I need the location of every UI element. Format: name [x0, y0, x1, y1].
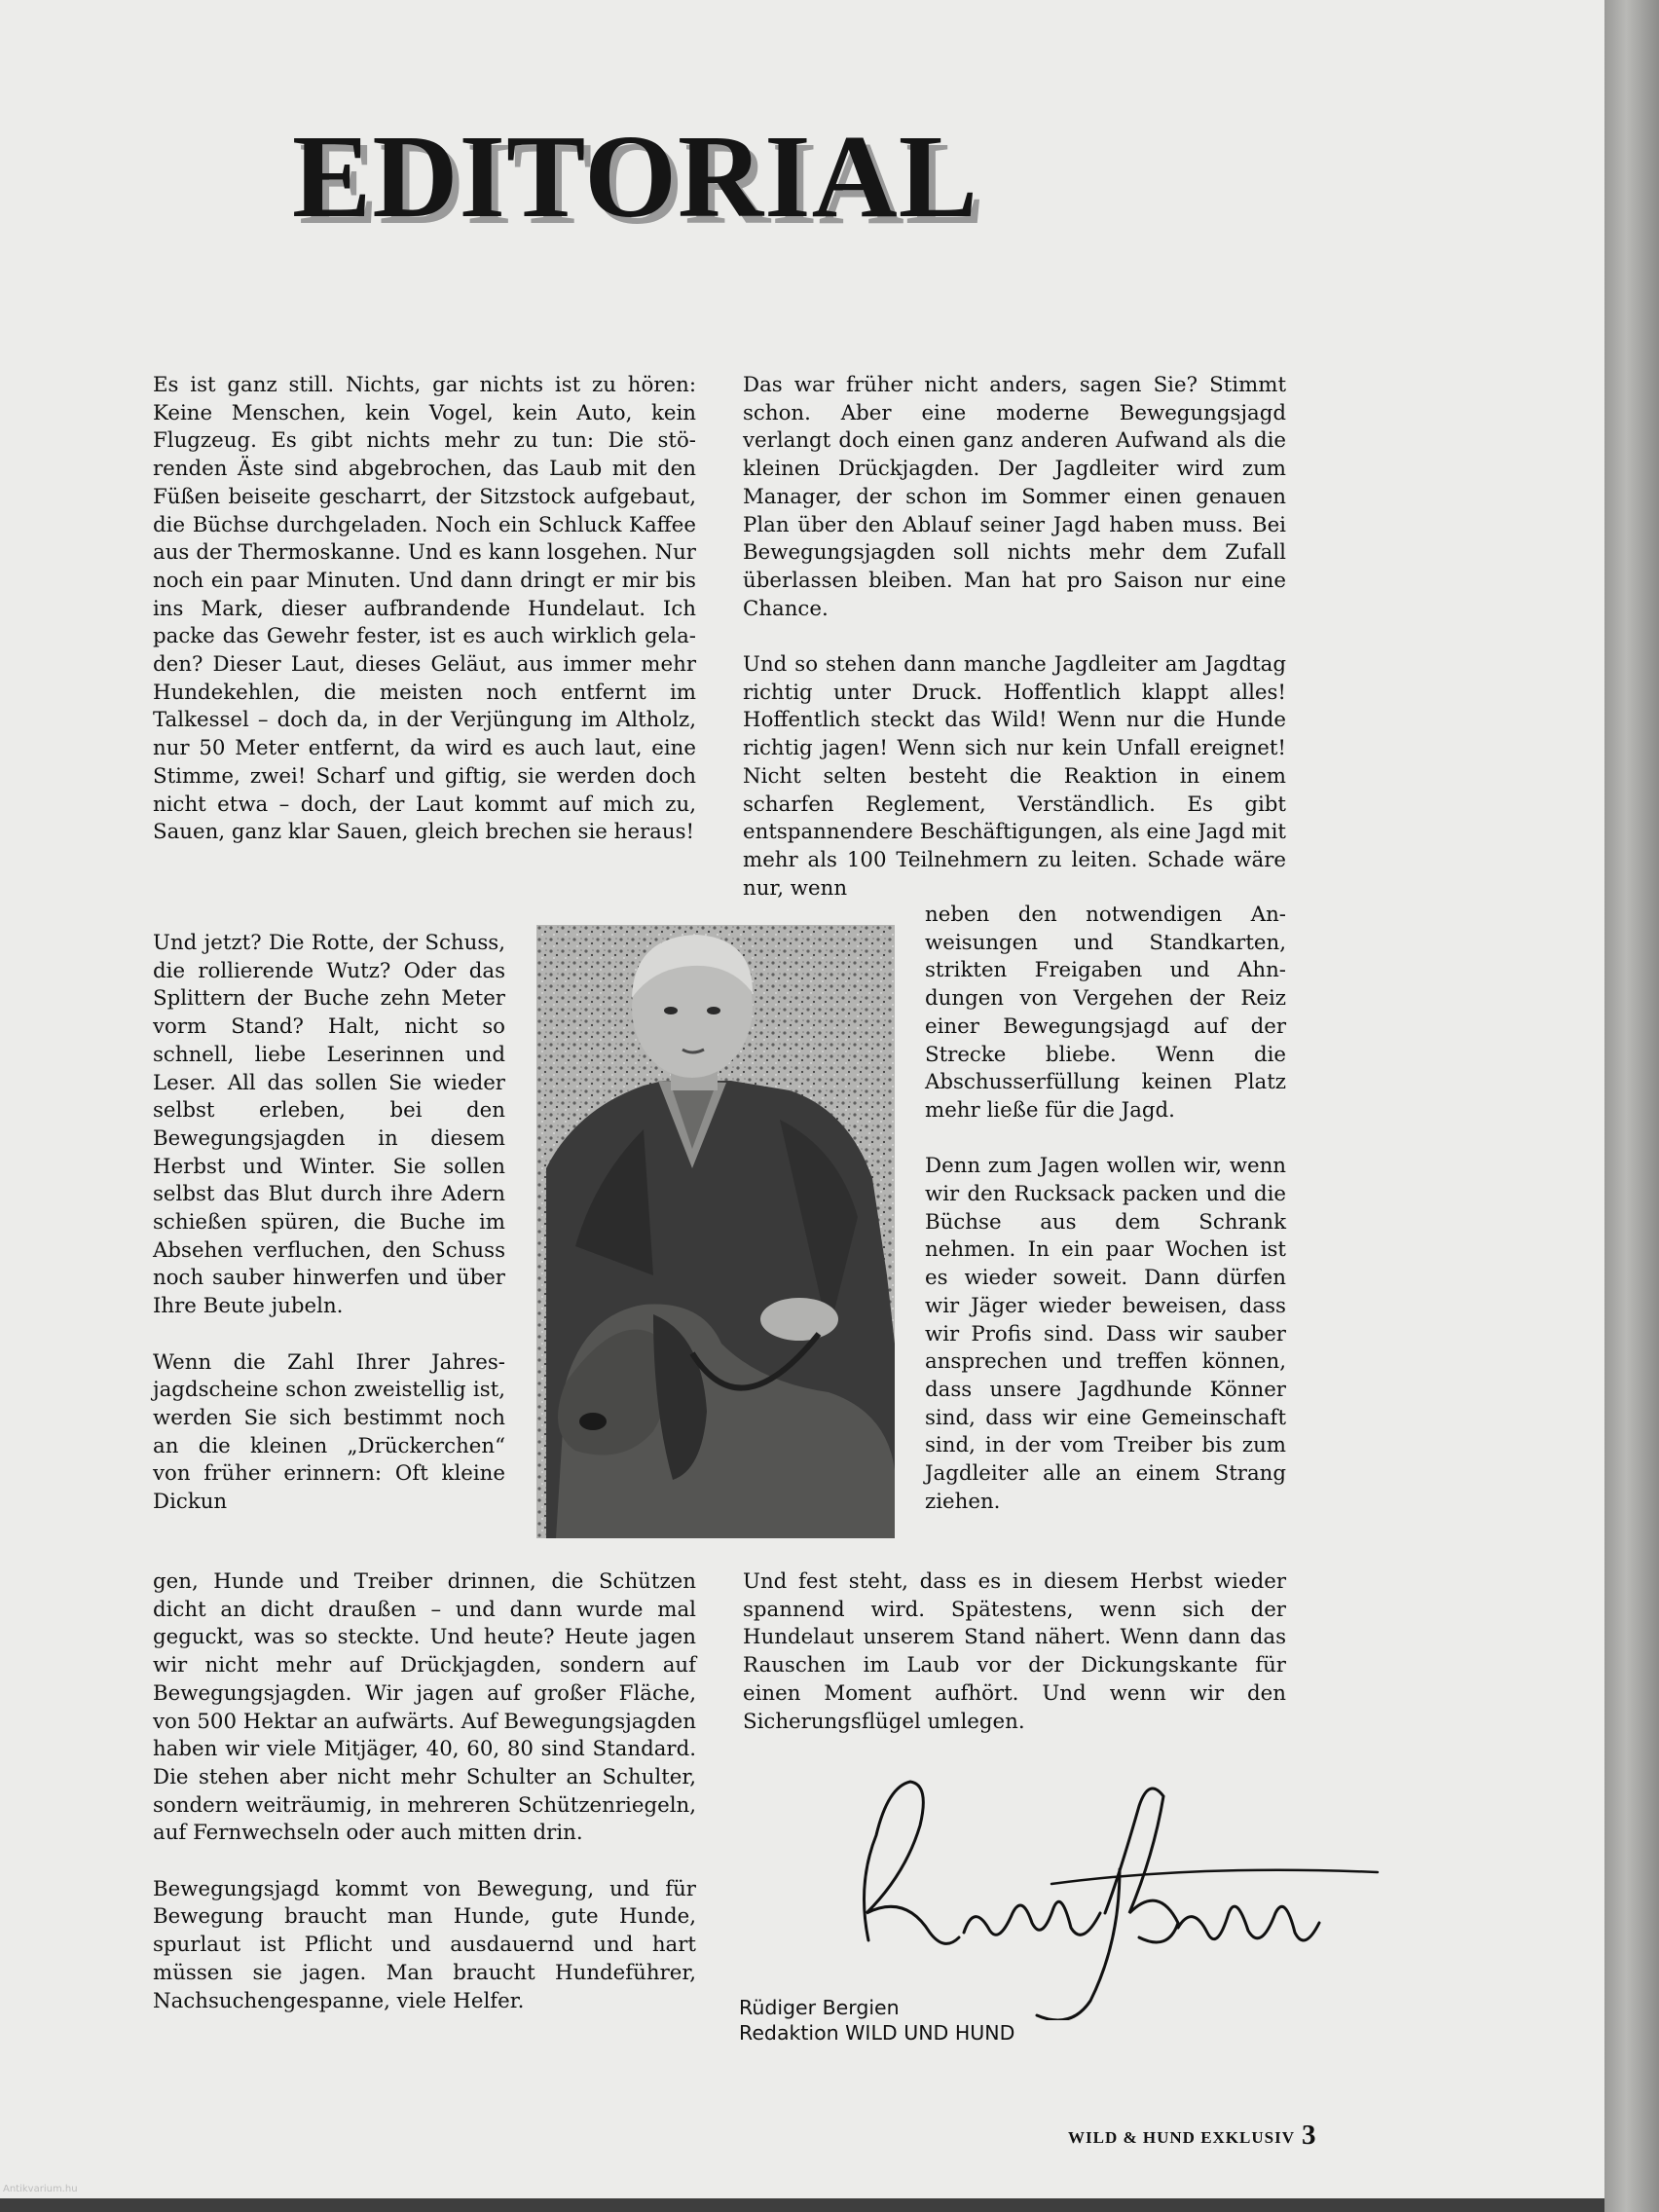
- signature-graphic: [828, 1767, 1382, 2020]
- paragraph: Das war früher nicht anders, sagen Sie? Stimmt schon. Aber eine moderne Bewegungsjagd verlangt doch einen ganz anderen Aufwand als die kleinen Drückjagden. Der Jagdleiter wird zum Manager, der schon im Sommer einen genauen Plan über den Ablauf seiner Jagd haben muss. Bei Bewegungsjagden soll nichts mehr dem Zufall überlassen bleiben. Man hat pro Saison nur eine Chance.: [743, 373, 1286, 621]
- left-column-bottom: [153, 1568, 696, 2015]
- watermark-text: Antikvarium.hu: [3, 2184, 78, 2194]
- author-with-dog-image: [536, 925, 895, 1538]
- page-number: 3: [1302, 2120, 1316, 2151]
- paragraph: Denn zum Jagen wollen wir, wenn wir den Rucksack packen und die Büchse aus dem Schrank nehmen. In ein paar Wochen ist es wieder soweit. Dann dürfen wir Jäger wieder beweisen, dass wir Profis sind. Dass wir sauber ansprechen und treffen können, dass unsere Jagdhunde Könner sind, dass wir eine Gemeinschaft sind, in der vom Treiber bis zum Jagdleiter alle an einem Strang ziehen.: [925, 1154, 1286, 1514]
- right-column-top: [743, 372, 1286, 903]
- paragraph: gen, Hunde und Treiber drinnen, die Schützen dicht an dicht draußen – und dann wurde mal geguckt, was so steckte. Und heute? Heute jagen wir nicht mehr auf Drückjagden, sondern auf Bewegungsjagden. Wir jagen auf großer Fläche, von 500 Hektar an aufwärts. Auf Bewegungsjagden haben wir viele Mitjäger, 40, 60, 80 sind Standard. Die stehen aber nicht mehr Schulter an Schulter, sondern weiträumig, in mehreren Schützenriegeln, auf Fernwechseln oder auch mitten drin.: [153, 1569, 697, 1846]
- scanner-edge: [1604, 0, 1659, 2212]
- scanner-bottom-edge: [0, 2198, 1604, 2212]
- handwritten-signature: [828, 1767, 1382, 2020]
- paragraph: Und fest steht, dass es in diesem Herbst wieder spannend wird. Spätestens, wenn sich der Hundelaut unserem Stand nähert. Wenn dann das Rauschen im Laub vor der Dickungskante für einen Moment aufhört. Und wenn wir den Sicherungsflügel umlegen.: [743, 1569, 1286, 1734]
- page-title: EDITORIAL: [292, 111, 979, 242]
- author-name: Rüdiger Bergien: [739, 1996, 900, 2019]
- paragraph: Und so stehen dann manche Jagdleiter am Jagdtag richtig unter Druck. Hoffentlich klappt alles! Hoffentlich steckt das Wild! Wenn nur die Hunde richtig jagen! Wenn sich nur kein Unfall ereignet! Nicht selten besteht die Reaktion in einem scharfen Reglement, Verständlich. Es gibt entspannendere Beschäftigungen, als eine Jagd mit mehr als 100 Teilnehmern zu leiten. Schade wäre nur, wenn: [743, 652, 1286, 901]
- author-affiliation: Redaktion WILD UND HUND: [739, 2021, 1015, 2045]
- left-column-narrow: [153, 930, 505, 1517]
- author-photo: [536, 925, 895, 1538]
- paragraph: Es ist ganz still. Nichts, gar nichts ist zu hören: Keine Menschen, kein Vogel, kein Auto, kein Flugzeug. Es gibt nichts mehr zu tun: Die störenden Äste sind abgebrochen, das Laub mit den Füßen beiseite gescharrt, der Sitzstock aufgebaut, die Büchse durchgeladen. Noch ein Schluck Kaffee aus der Thermoskanne. Und es kann losgehen. Nur noch ein paar Minuten. Und dann dringt er mir bis ins Mark, dieser aufbrandende Hundelaut. Ich packe das Gewehr fester, ist es auch wirklich geladen? Dieser Laut, dieses Geläut, aus immer mehr Hundekehlen, die meisten noch entfernt im Talkessel – doch da, in der Verjüngung im Altholz, nur 50 Meter entfernt, da wird es auch laut, eine Stimme, zwei! Scharf und giftig, sie werden doch nicht etwa – doch, der Laut kommt auf mich zu, Sauen, ganz klar Sauen, gleich brechen sie heraus!: [153, 373, 696, 845]
- footer-magazine-name: WILD & HUND EXKLUSIV: [1068, 2128, 1295, 2147]
- right-column-narrow: [925, 902, 1286, 1516]
- paragraph: neben den notwendigen Anweisungen und Standkarten, strikten Freigaben und Ahndungen von Vergehen der Reiz einer Bewegungsjagd auf der Strecke bliebe. Wenn die Abschusserfüllung keinen Platz mehr ließe für die Jagd.: [925, 903, 1286, 1123]
- right-column-bottom: [743, 1568, 1286, 1736]
- paragraph: Und jetzt? Die Rotte, der Schuss, die rollierende Wutz? Oder das Splittern der Buche zehn Meter vorm Stand? Halt, nicht so schnell, liebe Leserinnen und Leser. All das sollen Sie wieder selbst erleben, bei den Bewegungsjagden in diesem Herbst und Winter. Sie sollen selbst das Blut durch ihre Adern schießen spüren, die Buche im Absehen verfluchen, den Schuss noch sauber hinwerfen und über Ihre Beute jubeln.: [153, 931, 505, 1319]
- paragraph: Bewegungsjagd kommt von Bewegung, und für Bewegung braucht man Hunde, gute Hunde, spurlaut ist Pflicht und ausdauernd und hart müssen sie jagen. Man braucht Hundeführer, Nachsuchengespanne, viele Helfer.: [153, 1876, 696, 2013]
- paragraph: Wenn die Zahl Ihrer Jahresjagdscheine schon zweistellig ist, werden Sie sich bestimmt noch an die kleinen „Drückerchen“ von früher erinnern: Oft kleine Dickun: [153, 1349, 505, 1515]
- left-column-top: [153, 372, 696, 847]
